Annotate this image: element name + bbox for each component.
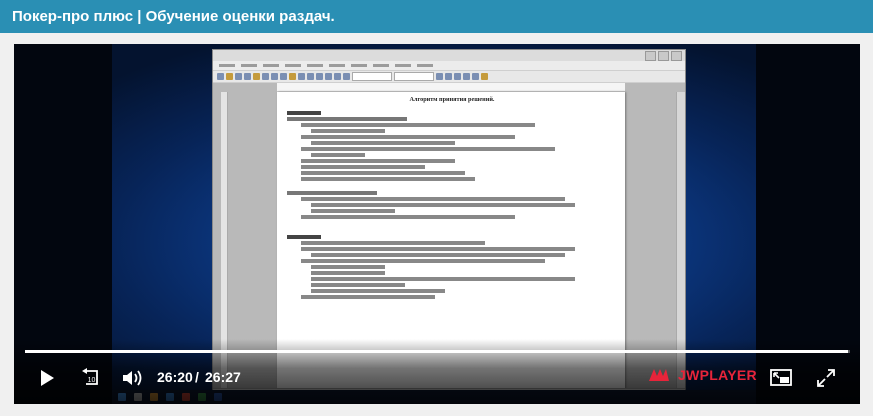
time-separator: / — [195, 369, 199, 385]
svg-text:10: 10 — [87, 377, 96, 384]
word-ruler — [277, 83, 625, 92]
window-buttons — [645, 51, 682, 61]
word-menubar — [213, 61, 685, 71]
picture-in-picture-icon[interactable] — [770, 369, 792, 387]
page-header — [0, 0, 873, 33]
progress-fill — [25, 350, 848, 353]
jwplayer-brand[interactable] — [648, 367, 757, 383]
rewind-10-icon[interactable] — [80, 367, 102, 389]
fullscreen-icon[interactable] — [816, 368, 836, 388]
word-titlebar — [213, 50, 685, 61]
video-player[interactable] — [14, 44, 860, 404]
document-title: Алгоритм принятия решений. — [409, 96, 495, 103]
jwplayer-logo-icon — [648, 367, 674, 383]
minimize-icon — [645, 51, 656, 61]
volume-icon[interactable] — [121, 368, 145, 388]
page-title: Покер-про плюс | Обучение оценки раздач. — [12, 8, 335, 25]
word-toolbar — [213, 71, 685, 83]
close-icon — [671, 51, 682, 61]
maximize-icon — [658, 51, 669, 61]
progress-bar[interactable] — [25, 350, 850, 353]
document-text — [287, 96, 617, 301]
current-time: 26:20 — [157, 369, 193, 385]
play-icon[interactable] — [38, 369, 56, 387]
brand-name: JWPLAYER — [678, 367, 757, 383]
player-controls — [14, 339, 860, 404]
duration: 26:27 — [205, 369, 241, 385]
